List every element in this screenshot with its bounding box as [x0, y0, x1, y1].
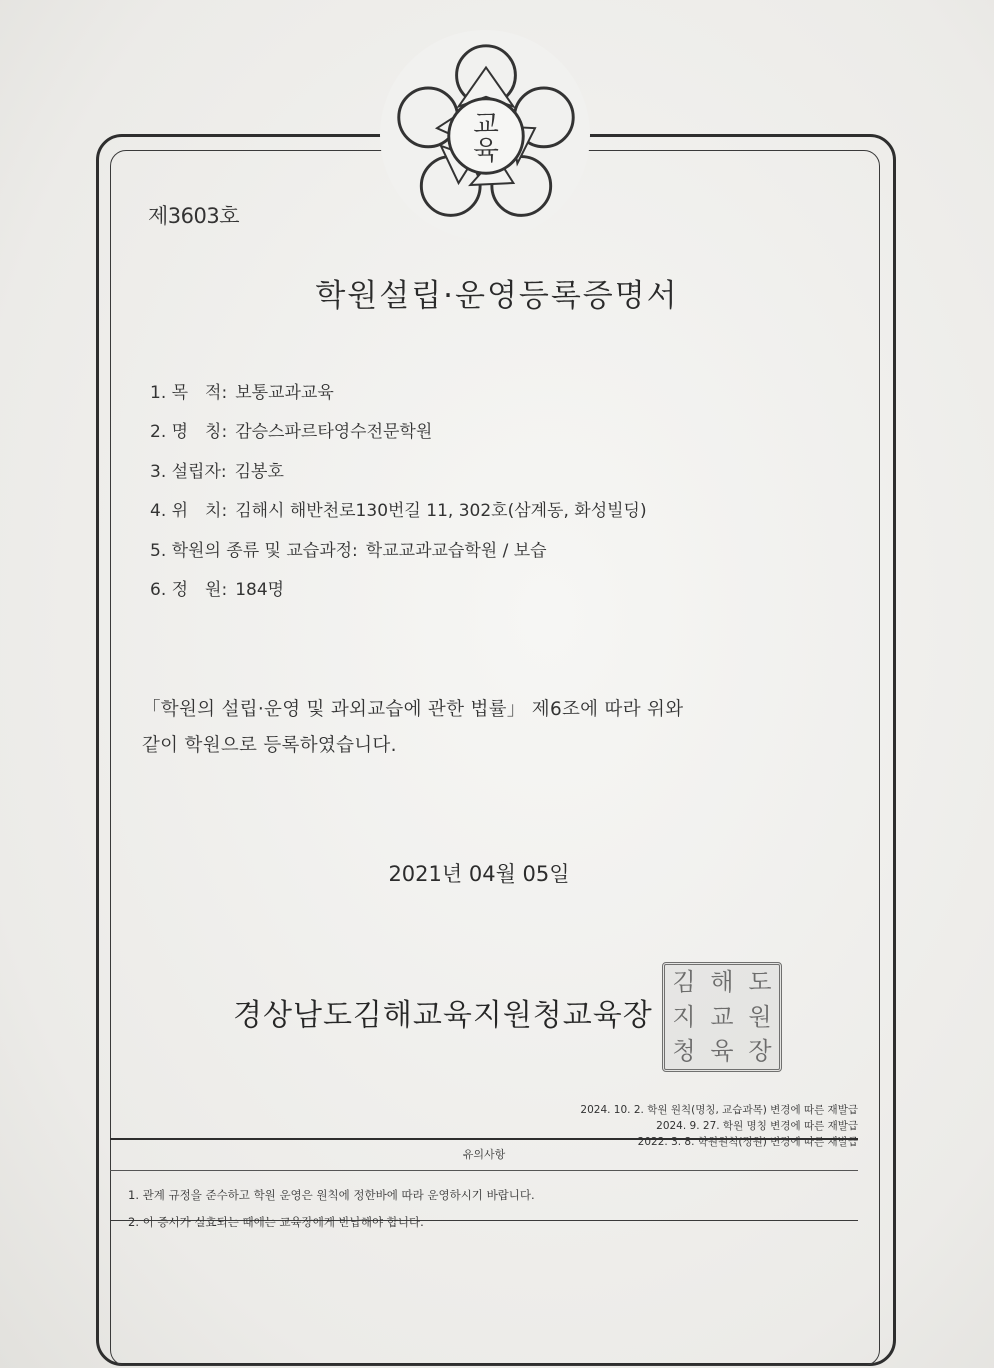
seal-char: 교: [710, 1002, 734, 1031]
seal-char: 원: [748, 1002, 772, 1031]
field-founder: [150, 457, 647, 496]
emblem-text-bottom: 육: [473, 135, 499, 167]
field-label: 4. 위 치:: [150, 501, 228, 522]
statement-line-2: 같이 학원으로 등록하였습니다.: [142, 735, 397, 756]
emblem-text-top: 교: [473, 109, 499, 141]
seal-char: 장: [748, 1037, 772, 1066]
seal-char: 도: [748, 968, 772, 996]
seal-char: 해: [710, 968, 734, 996]
field-label: 2. 명 칭:: [150, 422, 228, 443]
field-label: 5. 학원의 종류 및 교습과정:: [150, 540, 358, 561]
note-item: 1. 관계 규정을 준수하고 학원 운영은 원칙에 정한바에 따라 운영하시기 바랍니다.: [128, 1188, 535, 1202]
field-capacity: [150, 575, 647, 614]
statement-line-1: 「학원의 설립·운영 및 과외교습에 관한 법률」 제6조에 따라 위와: [142, 699, 684, 720]
reissue-note: 2024. 10. 2. 학원 원칙(명칭, 교습과목) 변경에 따른 재발급: [580, 1104, 858, 1116]
field-label: 6. 정 원:: [150, 579, 228, 600]
field-value: 감승스파르타영수전문학원: [235, 422, 433, 443]
document-title: 학원설립·운영등록증명서: [315, 278, 679, 314]
registration-statement: [142, 692, 842, 764]
field-value: 김해시 해반천로130번길 11, 302호(삼계동, 화성빌딩): [235, 501, 647, 522]
field-location: [150, 496, 647, 535]
notes-title: 유의사항: [110, 1140, 858, 1171]
seal-char: 김: [672, 968, 696, 996]
field-value: 학교교과교습학원 / 보습: [365, 540, 547, 561]
field-value: 184명: [235, 579, 285, 600]
document-number: 제3603호: [148, 204, 240, 228]
note-item: 2. 이 증서가 실효되는 때에는 교육장에게 반납해야 합니다.: [128, 1215, 424, 1229]
official-seal-icon: [662, 962, 782, 1072]
seal-char: 청: [672, 1037, 696, 1066]
notes-list: [128, 1182, 535, 1236]
seal-char: 지: [672, 1002, 696, 1031]
certificate-fields: [150, 378, 647, 614]
field-value: 김봉호: [234, 461, 284, 482]
issue-date: 2021년 04월 05일: [388, 862, 570, 886]
field-name: [150, 417, 647, 456]
field-course-type: [150, 536, 647, 575]
mugunghwa-emblem-icon: [388, 38, 584, 234]
issuer-name: 경상남도김해교육지원청교육장: [233, 998, 653, 1033]
field-label: 3. 설립자:: [150, 461, 227, 482]
field-purpose: [150, 378, 647, 417]
field-label: 1. 목 적:: [150, 383, 228, 403]
field-value: 보통교과교육: [235, 383, 334, 403]
seal-char: 육: [710, 1037, 734, 1066]
reissue-note: 2022. 3. 8. 학원원칙(정원) 변경에 따른 재발급: [637, 1136, 858, 1148]
reissue-note: 2024. 9. 27. 학원 명칭 변경에 따른 재발급: [656, 1120, 858, 1132]
